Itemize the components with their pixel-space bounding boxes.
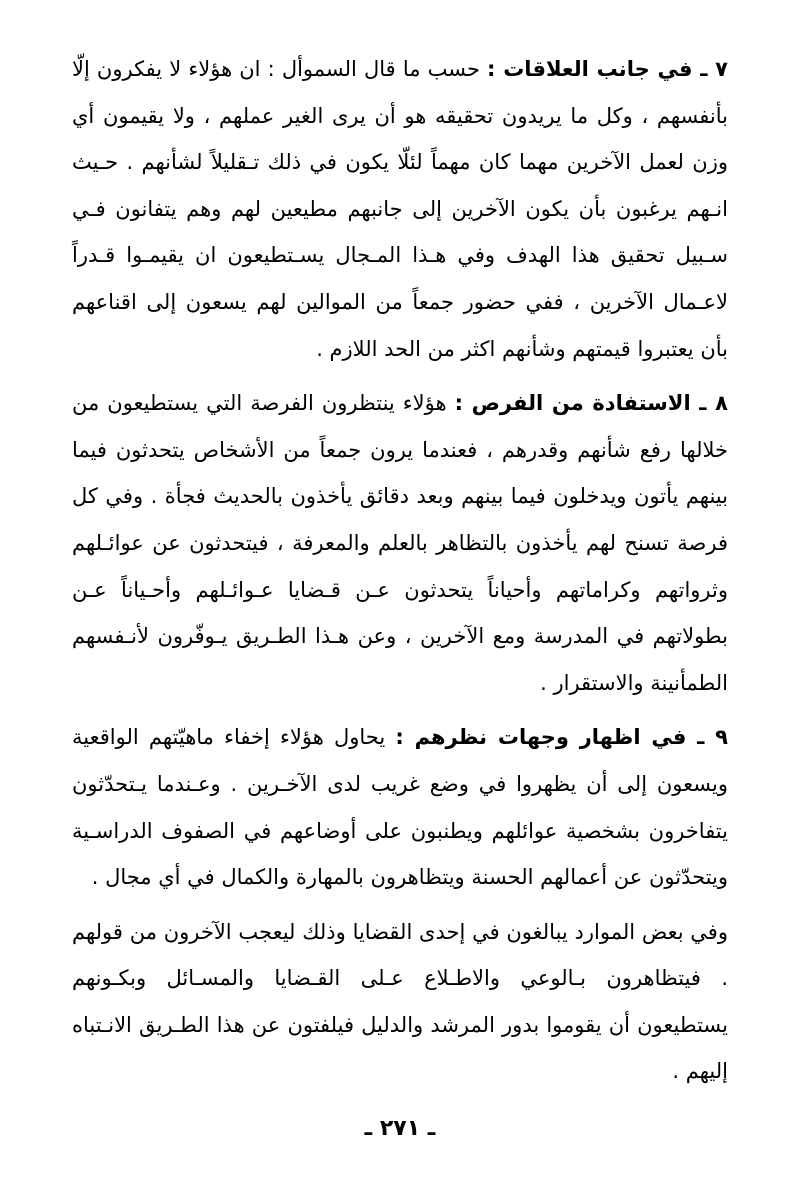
- paragraph-opportunities: [72, 380, 728, 706]
- paragraph-exaggeration: [72, 909, 728, 1095]
- page-body: [72, 46, 728, 1095]
- paragraph-text: حسب ما قال السموأل : ان هؤلاء لا يفكرون إلّا بأنفسهم ، وكل ما يريدون تحقيقه هو أن يرى الغير عملهم ، ولا يقيمون أي وزن لعمل الآخرين مهما كان مهماً لئلّا يكون في ذلك تـقليلاً لشأنهم . حـيث انـهم يرغبون بأن يكون الآخرين إلى جانبهم مطيعين لهم وهم يتفانون فـي سـبيل تحقيق هذا الهدف وفي هـذا المـجال يسـتطيعون ان يقيمـوا قـدراً لاعـمال الآخرين ، ففي حضور جمعاً من الموالين لهم يسعون إلى اقناعهم بأن يعتبروا قيمتهم وشأنهم اكثر من الحد اللازم .: [72, 57, 728, 361]
- paragraph-heading: ٨ ـ الاستفادة من الفرص :: [454, 391, 728, 416]
- paragraph-heading: ٧ ـ في جانب العلاقات :: [487, 57, 728, 81]
- paragraph-text: هؤلاء ينتظرون الفرصة التي يستطيعون من خلالها رفع شأنهم وقدرهم ، فعندما يرون جمعاً من الأشخاص يتحدثون فيما بينهم يأتون ويدخلون فيما بينهم وبعد دقائق يأخذون بالحديث فجأة . وفي كل فرصة تسنح لهم يأخذون بالتظاهر بالعلم والمعرفة ، فيتحدثون عن عوائـلهم وثرواتهم وكراماتهم وأحياناً يتحدثون عـن قـضايا عـوائـلهم وأحـياناً عـن بطولاتهم في المدرسة ومع الآخرين ، وعن هـذا الطـريق يـوفّرون لأنـفسهم الطمأنينة والاستقرار .: [72, 391, 728, 695]
- paragraph-text: يحاول هؤلاء إخفاء ماهيّتهم الواقعية ويسعون إلى أن يظهروا في وضع غريب لدى الآخـرين . وعـندما يـتحدّثون يتفاخرون بشخصية عوائلهم ويطنبون على أوضاعهم في الصفوف الدراسـية ويتحدّثون عن أعمالهم الحسنة ويتظاهرون بالمهارة والكمال في أي مجال .: [72, 725, 728, 890]
- page-number: ـ ٢٧١ ـ: [364, 1116, 436, 1141]
- paragraph-heading: ٩ ـ في اظهار وجهات نظرهم :: [395, 725, 728, 750]
- paragraph-text: وفي بعض الموارد يبالغون في إحدى القضايا وذلك ليعجب الآخرون من قولهم . فيتظاهرون بـالوعي والاطـلاع عـلى القـضايا والمسـائل وبكـونهم يستطيعون أن يقوموا بدور المرشد والدليل فيلفتون عن هذا الطـريق الانـتباه إليهم .: [72, 919, 728, 1084]
- paragraph-viewpoints: [72, 714, 728, 900]
- paragraph-relations: [72, 46, 728, 372]
